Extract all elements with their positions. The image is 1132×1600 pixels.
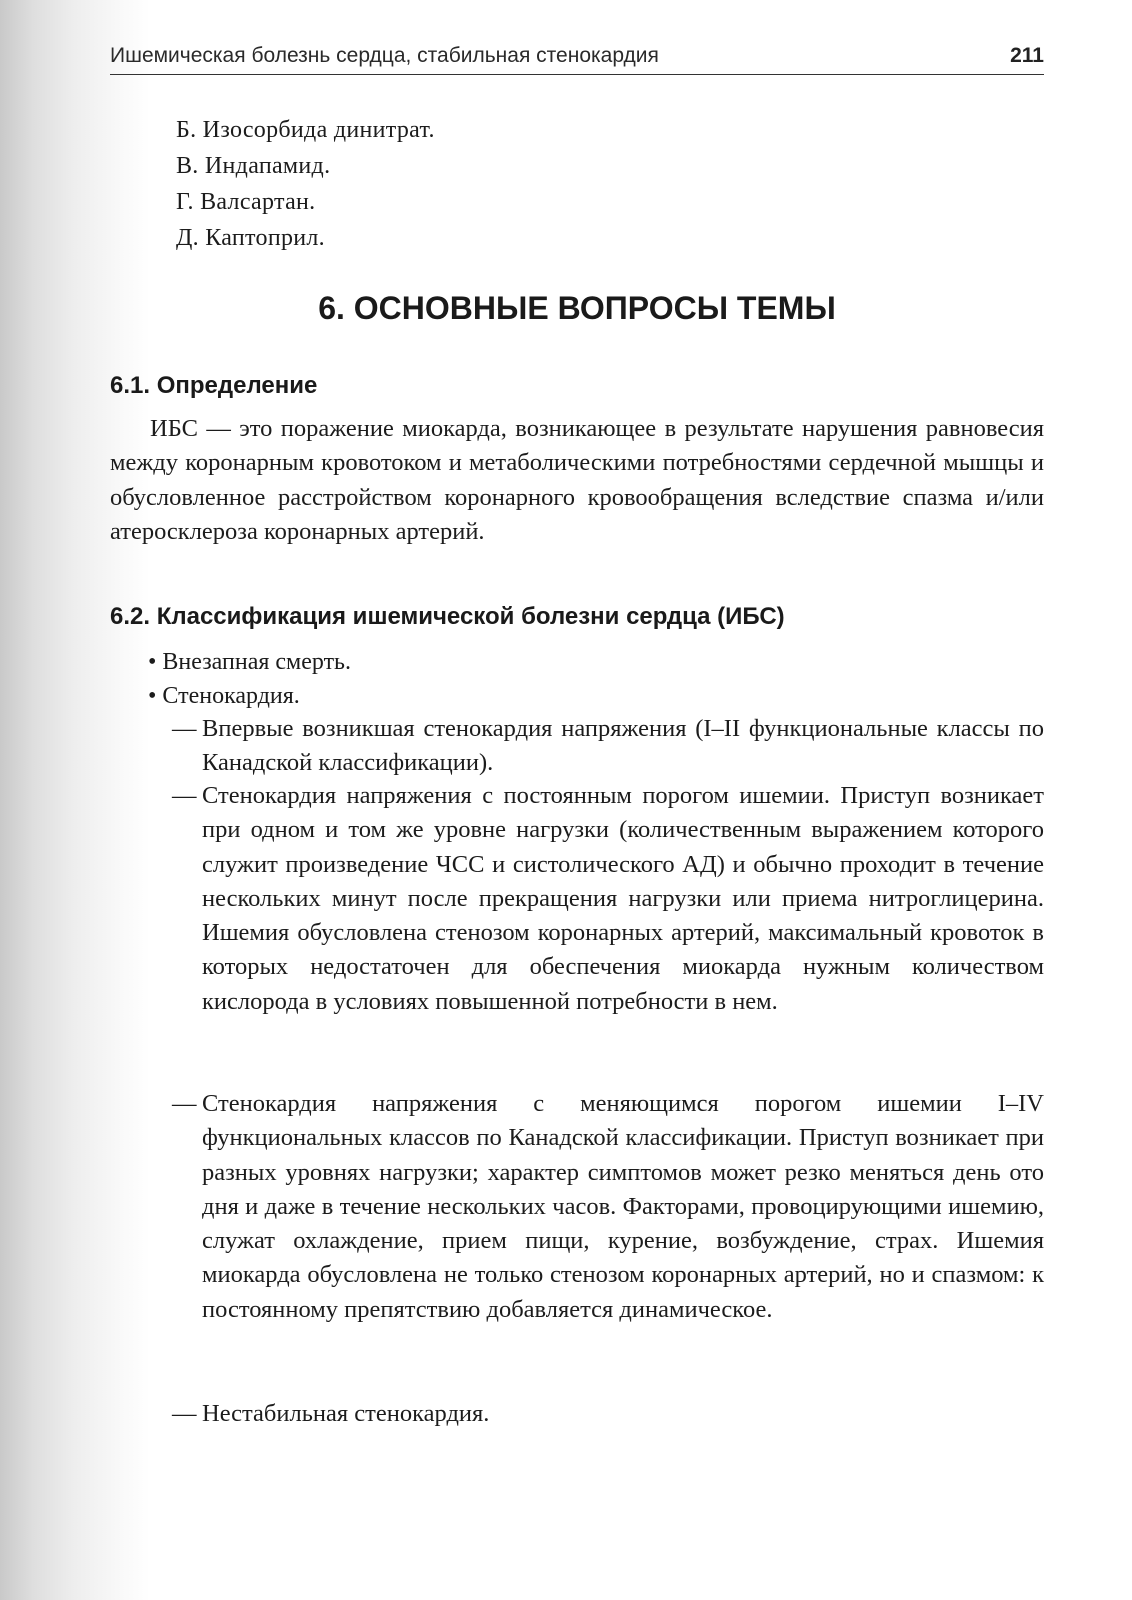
page-number: 211 [1010,44,1044,67]
dash-list-item [172,779,1044,1019]
running-header [110,44,1044,75]
dash-marker: — [172,782,197,809]
section-title: 6. ОСНОВНЫЕ ВОПРОСЫ ТЕМЫ [318,290,836,326]
dash-list-item [172,1087,1044,1327]
definition-heading: 6.1. Определение [110,372,318,399]
bullet-item: • Внезапная смерть. [148,649,352,675]
dash-list-item [172,712,1044,781]
dash-list-item [172,1397,1044,1431]
running-title: Ишемическая болезнь сердца, стабильная стенокардия [110,44,659,67]
dash-marker: — [172,715,197,742]
classification-heading: 6.2. Классификация ишемической болезни сердца (ИБС) [110,603,785,630]
definition-paragraph: ИБС — это поражение миокарда, возникающее в результате нарушения равновесия между коронарным кровотоком и метаболическими потребностями сердечной мышцы и обусловленное расстройством коронарного кровообращения вследствие спазма и/или атеросклероза коронарных артерий. [110,415,1044,546]
answer-option: Д. Каптоприл. [176,225,325,251]
classification-bullets [148,645,351,713]
dash-marker: — [172,1400,197,1427]
dash-item-text: Стенокардия напряжения с постоянным порогом ишемии. Приступ возникает при одном и том же уровне нагрузки (количественным выражением которого служит произведение ЧСС и систолического АД) и обычно проходит в течение нескольких минут после прекращения нагрузки или приема нитроглицерина. Ишемия обусловлена стенозом коронарных артерий, максимальный кровоток в которых недостаточен для обеспечения миокарда нужным количеством кислорода в условиях повышенной потребности в нем. [202,782,1044,1015]
answer-option: Б. Изосорбида динитрат. [176,117,435,143]
answer-option: В. Индапамид. [176,153,331,179]
dash-item-text: Стенокардия напряжения с меняющимся порогом ишемии I–IV функциональных классов по Канадской классификации. Приступ возникает при разных уровнях нагрузки; характер симптомов может резко меняться день ото дня и даже в течение нескольких часов. Факторами, провоцирующими ишемию, служат охлаждение, прием пищи, курение, возбуждение, страх. Ишемия миокарда обусловлена не только стенозом коронарных артерий, но и спазмом: к постоянному препятствию добавляется динамическое. [202,1090,1044,1323]
bullet-item: • Стенокардия. [148,683,300,709]
dash-item-text: Впервые возникшая стенокардия напряжения (I–II функциональные классы по Канадской классификации). [202,715,1044,777]
answer-option: Г. Валсартан. [176,189,316,215]
dash-item-text: Нестабильная стенокардия. [202,1400,490,1427]
answer-options [176,112,435,256]
dash-marker: — [172,1090,197,1117]
